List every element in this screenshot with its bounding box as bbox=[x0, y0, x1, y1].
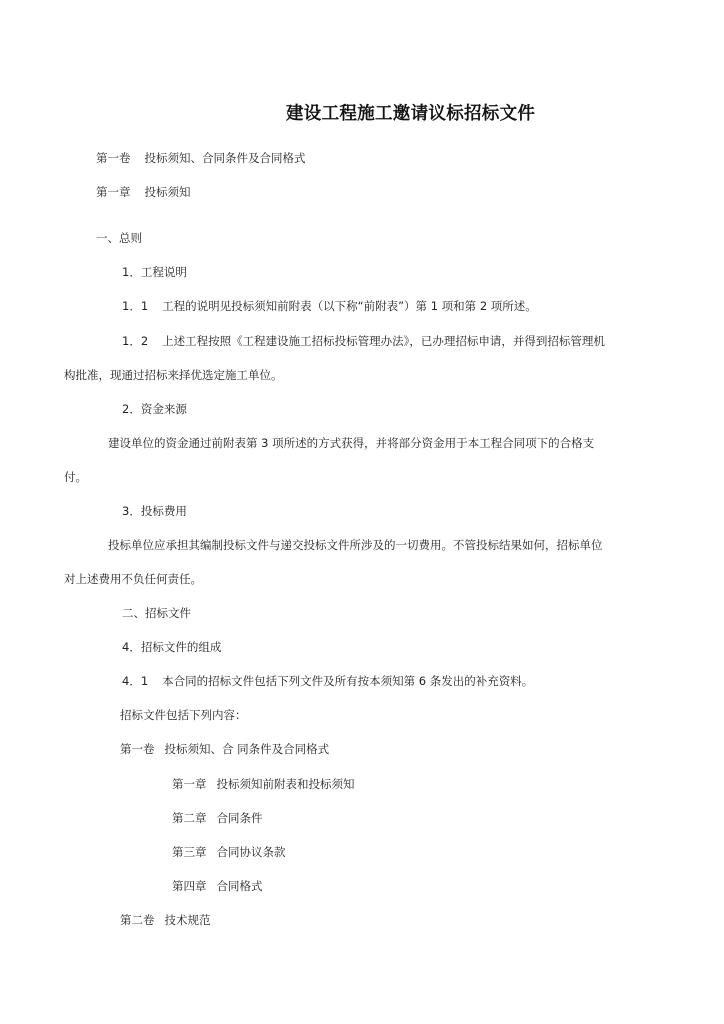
clause-1-1 bbox=[122, 298, 537, 314]
volume-1-heading bbox=[96, 150, 306, 166]
line-text: 合同条件 bbox=[216, 811, 263, 825]
line-text: 建设单位的资金通过前附表第 3 项所述的方式获得，并将部分资金用于本工程合同项下的合格支 bbox=[108, 436, 595, 450]
line-text: 一、总则 bbox=[96, 231, 142, 245]
line-label: 第四章 bbox=[172, 879, 207, 893]
contents-chapter-1 bbox=[172, 776, 355, 792]
line-text: 付。 bbox=[64, 470, 87, 484]
line-text: 招标文件包括下列内容： bbox=[120, 708, 247, 722]
line-label: 第一卷 bbox=[96, 151, 131, 165]
clause-3-body bbox=[108, 537, 603, 553]
contents-chapter-4 bbox=[172, 878, 263, 894]
contents-volume-2 bbox=[120, 912, 211, 928]
line-text: 4．招标文件的组成 bbox=[122, 640, 222, 654]
contents-chapter-3 bbox=[172, 844, 286, 860]
clause-1-heading bbox=[122, 264, 187, 280]
clause-4-heading bbox=[122, 639, 221, 655]
line-text: 投标单位应承担其编制投标文件与递交投标文件所涉及的一切费用。不管投标结果如何，招标单位 bbox=[108, 538, 603, 552]
line-text: 2．资金来源 bbox=[122, 402, 187, 416]
clause-2-heading bbox=[122, 401, 187, 417]
section-general bbox=[96, 230, 142, 246]
line-label: 第一卷 bbox=[120, 742, 155, 756]
line-text: 投标须知、合同条件及合同格式 bbox=[144, 151, 306, 165]
line-label: 第一章 bbox=[96, 185, 131, 199]
clause-2-body bbox=[108, 435, 594, 451]
line-label: 第一章 bbox=[172, 777, 207, 791]
line-text: 工程的说明见投标须知前附表（以下称“前附表”）第 1 项和第 2 项所述。 bbox=[162, 299, 537, 313]
line-text: 二、招标文件 bbox=[122, 606, 191, 620]
chapter-1-heading bbox=[96, 184, 191, 200]
line-text: 3．投标费用 bbox=[122, 504, 187, 518]
line-label: 第二章 bbox=[172, 811, 207, 825]
line-label: 1．2 bbox=[122, 334, 149, 348]
contents-chapter-2 bbox=[172, 810, 263, 826]
line-label: 第三章 bbox=[172, 845, 207, 859]
line-text: 投标须知 bbox=[144, 185, 191, 199]
clause-1-2-continued bbox=[64, 367, 283, 383]
clause-1-2 bbox=[122, 333, 605, 349]
line-text: 本合同的招标文件包括下列文件及所有按本须知第 6 条发出的补充资料。 bbox=[162, 674, 534, 688]
section-bidding-documents bbox=[122, 605, 191, 621]
contents-intro bbox=[120, 707, 247, 723]
clause-2-body-continued bbox=[64, 469, 87, 485]
contents-volume-1 bbox=[120, 741, 329, 757]
line-text: 1．工程说明 bbox=[122, 265, 187, 279]
line-label: 4．1 bbox=[122, 674, 149, 688]
line-text: 上述工程按照《工程建设施工招标投标管理办法》，已办理招标申请，并得到招标管理机 bbox=[162, 334, 605, 348]
clause-4-1 bbox=[122, 673, 533, 689]
document-title: 建设工程施工邀请议标招标文件 bbox=[286, 104, 536, 124]
line-text: 技术规范 bbox=[164, 913, 211, 927]
line-text: 构批准，现通过招标来择优选定施工单位。 bbox=[64, 368, 283, 382]
clause-3-heading bbox=[122, 503, 187, 519]
line-text: 投标须知、合 同条件及合同格式 bbox=[164, 742, 330, 756]
clause-3-body-continued bbox=[64, 571, 202, 587]
line-text: 对上述费用不负任何责任。 bbox=[64, 572, 202, 586]
line-text: 合同协议条款 bbox=[216, 845, 286, 859]
line-text: 合同格式 bbox=[216, 879, 263, 893]
line-label: 第二卷 bbox=[120, 913, 155, 927]
line-label: 1．1 bbox=[122, 299, 149, 313]
line-text: 投标须知前附表和投标须知 bbox=[216, 777, 355, 791]
